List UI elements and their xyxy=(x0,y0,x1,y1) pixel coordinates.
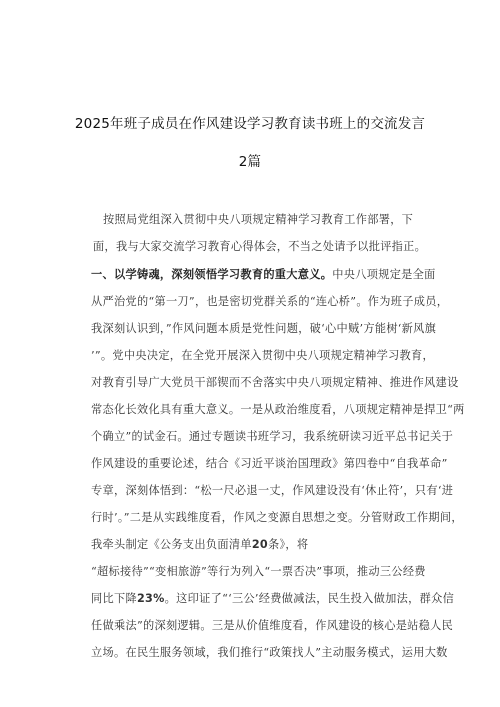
section-1-heading-line xyxy=(91,266,436,282)
text-segment: 我牵头制定《公务支出负面清单 xyxy=(91,538,252,551)
body-line xyxy=(91,590,454,606)
text-segment: 条》，将 xyxy=(268,538,309,551)
document-subtitle: 2篇 xyxy=(238,154,262,170)
body-line: 对教育引导广大党员干部锲而不舍落实中央八项规定精神、推进作风建设 xyxy=(91,376,459,389)
section-1-heading: 一、以学铸魂，深刻领悟学习教育的重大意义。 xyxy=(91,267,333,281)
body-line: 任做乘法”的深刻逻辑。三是从价值维度看，作风建设的核心是站稳人民 xyxy=(91,619,454,632)
body-line: 个确立”的试金石。通过专题读书班学习，我系统研读习近平总书记关于 xyxy=(91,430,454,443)
body-line: 我深刻认识到，”作风问题本质是党性问题，破‘心中贼’方能树‘新风旗 xyxy=(91,322,437,335)
text-segment: 同比下降 xyxy=(91,592,137,605)
body-line: ’”。党中央决定，在全党开展深入贯彻中央八项规定精神学习教育， xyxy=(91,349,435,362)
body-line: 作风建设的重要论述，结合《习近平谈治国理政》第四卷中“自我革命” xyxy=(91,457,448,470)
intro-line-2: 面，我与大家交流学习教育心得体会，不当之处请予以批评指正。 xyxy=(93,240,427,253)
number: 23% xyxy=(136,592,165,605)
body-line xyxy=(91,536,308,552)
text-segment: 。这印证了“‘三公’经费做减法，民生投入做加法，群众信 xyxy=(164,592,455,605)
section-1-heading-tail: 中央八项规定是全面 xyxy=(332,268,436,281)
intro-line-1: 按照局党组深入贯彻中央八项规定精神学习教育工作部署，下 xyxy=(103,213,414,226)
body-line: 立场。在民生服务领域，我们推行“政策找人”主动服务模式，运用大数 xyxy=(91,646,448,659)
body-line: 专章，深刻体悟到：“松一尺必退一丈，作风建设没有‘休止符’，只有‘进 xyxy=(91,484,454,497)
body-line: 常态化长效化具有重大意义。一是从政治维度看，八项规定精神是捍卫“两 xyxy=(91,403,465,416)
number: 20 xyxy=(251,538,268,551)
document-title: 2025年班子成员在作风建设学习教育读书班上的交流发言 xyxy=(74,116,426,132)
body-line: 从严治党的“第一刀”，也是密切党群关系的“连心桥”。作为班子成员， xyxy=(91,295,449,308)
body-line: “超标接待”“变相旅游”等行为列入“一票否决”事项，推动三公经费 xyxy=(91,565,426,578)
body-line: 行时’。”二是从实践维度看，作风之变源自思想之变。分管财政工作期间， xyxy=(91,511,463,524)
